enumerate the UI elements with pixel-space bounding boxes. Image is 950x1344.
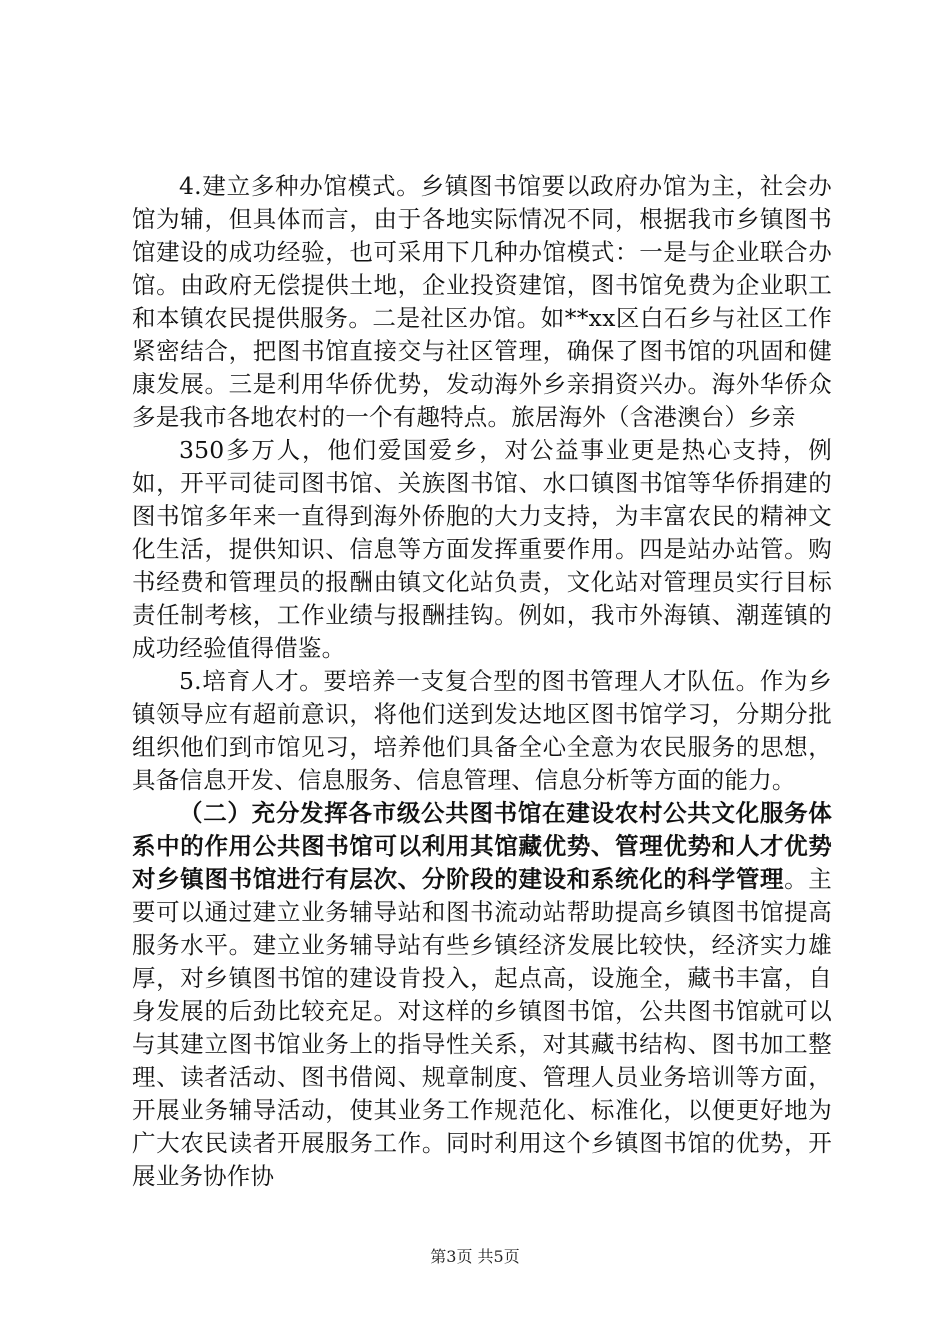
paragraph-office-models: 4.建立多种办馆模式。乡镇图书馆要以政府办馆为主，社会办馆为辅，但具体而言，由于各地实际情况不同，根据我市乡镇图书馆建设的成功经验，也可采用下几种办馆模式：一是与企业联合办馆。由政府无偿提供土地，企业投资建馆，图书馆免费为企业职工和本镇农民提供服务。二是社区办馆。如**xx区白石乡与社区工作紧密结合，把图书馆直接交与社区管理，确保了图书馆的巩固和健康发展。三是利用华侨优势，发动海外乡亲捐资兴办。海外华侨众多是我市各地农村的一个有趣特点。旅居海外（含港澳台）乡亲 [132,172,832,431]
document-body [132,170,832,1193]
section-two-body: 。主要可以通过建立业务辅导站和图书流动站帮助提高乡镇图书馆提高服务水平。建立业务辅导站有些乡镇经济发展比较快，经济实力雄厚，对乡镇图书馆的建设肯投入，起点高，设施全，藏书丰富，自身发展的后劲比较充足。对这样的乡镇图书馆，公共图书馆就可以与其建立图书馆业务上的指导性关系，对其藏书结构、图书加工整理、读者活动、图书借阅、规章制度、管理人员业务培训等方面，开展业务辅导活动，使其业务工作规范化、标准化，以便更好地为广大农民读者开展服务工作。同时利用这个乡镇图书馆的优势，开展业务协作协 [132,865,832,1190]
paragraph-overseas-donations: 350多万人，他们爱国爱乡，对公益事业更是热心支持，例如，开平司徒司图书馆、关族图书馆、水口镇图书馆等华侨捐建的图书馆多年来一直得到海外侨胞的大力支持，为丰富农民的精神文化生活，提供知识、信息等方面发挥重要作用。四是站办站管。购书经费和管理员的报酬由镇文化站负责，文化站对管理员实行目标责任制考核，工作业绩与报酬挂钩。例如，我市外海镇、潮莲镇的成功经验值得借鉴。 [132,436,832,662]
paragraph-talent-training: 5.培育人才。要培养一支复合型的图书管理人才队伍。作为乡镇领导应有超前意识，将他们送到发达地区图书馆学习，分期分批组织他们到市馆见习，培养他们具备全心全意为农民服务的思想，具备信息开发、信息服务、信息管理、信息分析等方面的能力。 [132,667,832,794]
page-number-footer: 第3页 共5页 [430,1247,520,1266]
paragraph-public-library-role [132,797,832,1193]
section-heading-two: （二）充分发挥各市级公共图书馆在建设农村公共文化服务体系中的作用公共图书馆可以利用其馆藏优势、管理优势和人才优势对乡镇图书馆进行有层次、分阶段的建设和系统化的科学管理 [132,799,832,893]
